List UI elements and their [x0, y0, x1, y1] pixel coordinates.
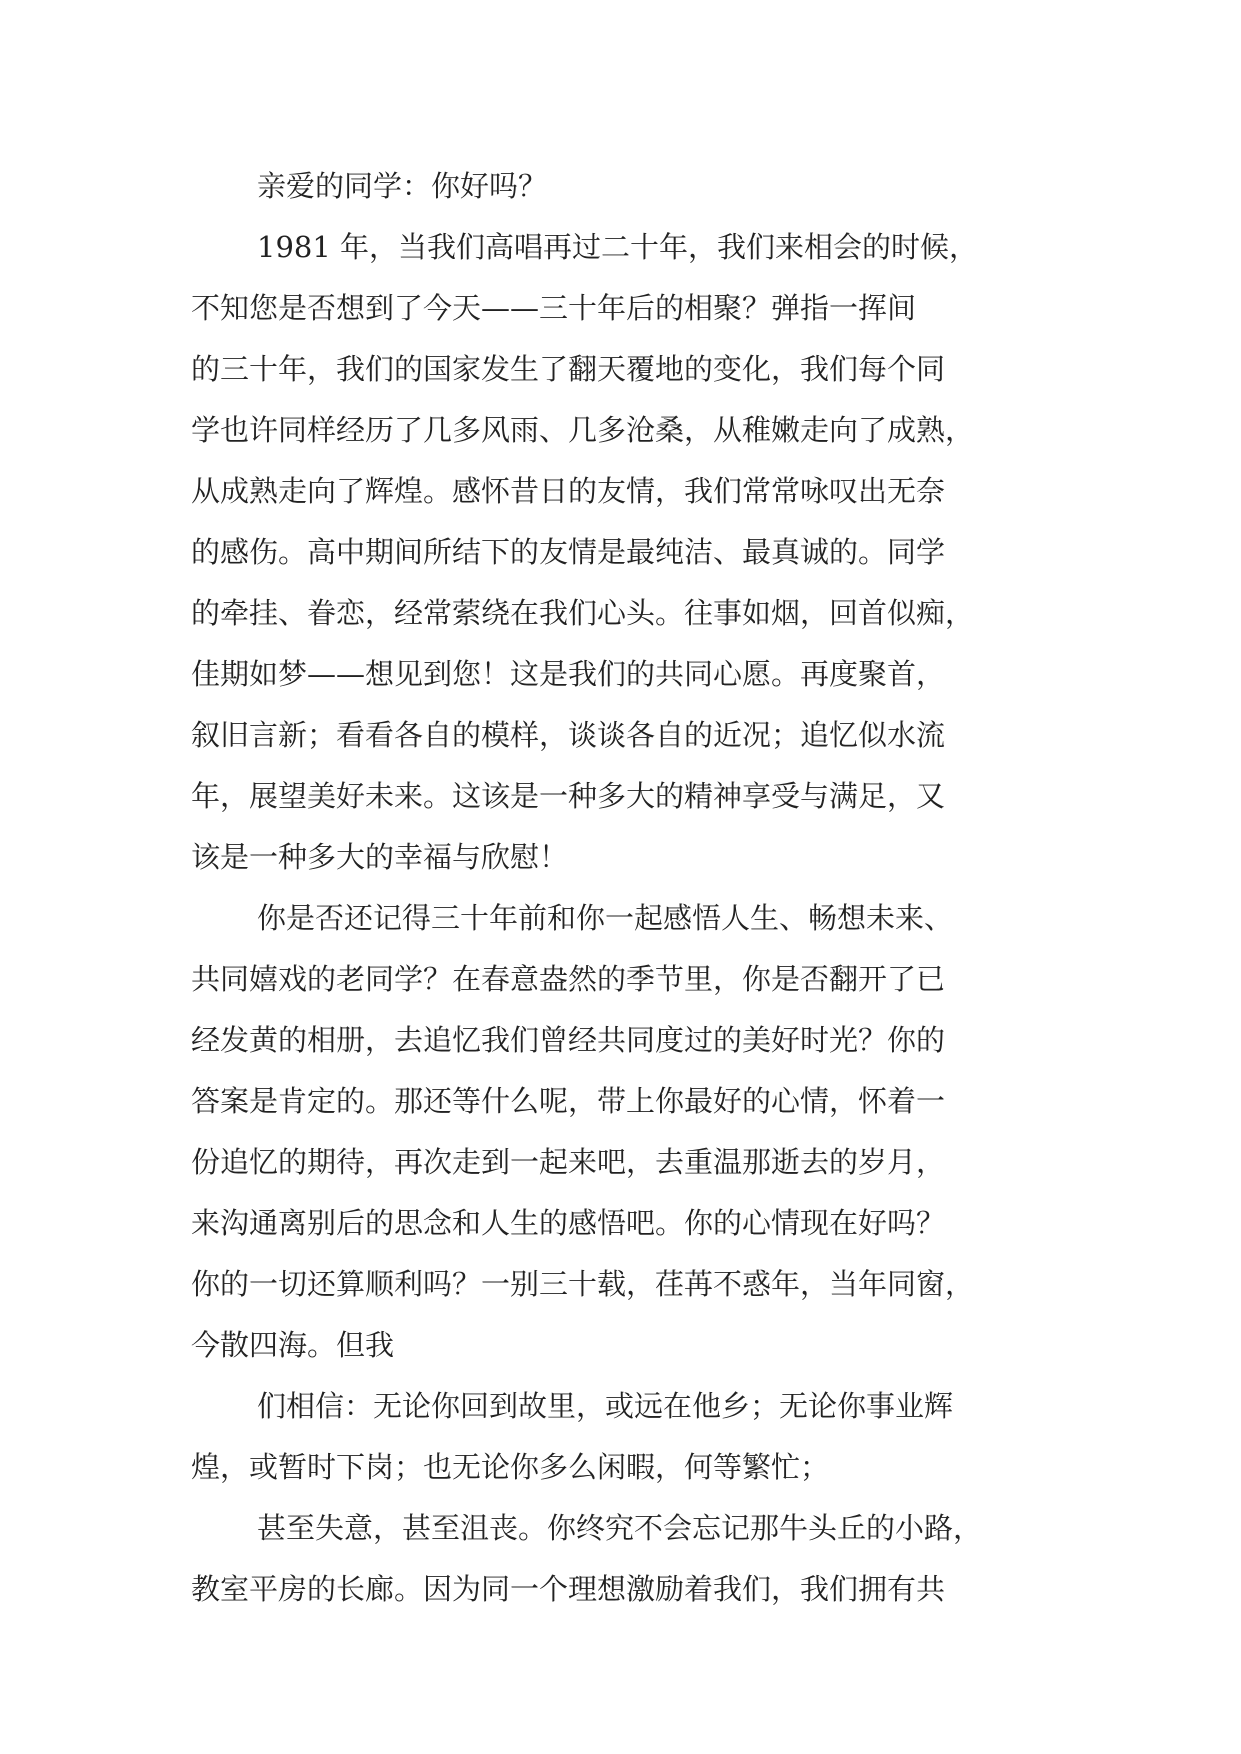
- text-line: 年，展望美好未来。这该是一种多大的精神享受与满足，又: [191, 779, 946, 813]
- text-line: 经发黄的相册，去追忆我们曾经共同度过的美好时光？你的: [191, 1023, 946, 1057]
- text-line: 的感伤。高中期间所结下的友情是最纯洁、最真诚的。同学: [191, 535, 946, 569]
- text-line: 的牵挂、眷恋，经常萦绕在我们心头。往事如烟，回首似痴，: [191, 596, 975, 630]
- text-line: 煌，或暂时下岗；也无论你多么闲暇，何等繁忙；: [191, 1450, 830, 1484]
- text-line: 学也许同样经历了几多风雨、几多沧桑，从稚嫩走向了成熟，: [191, 413, 975, 447]
- text-line: 来沟通离别后的思念和人生的感悟吧。你的心情现在好吗？: [191, 1206, 946, 1240]
- text-line: 共同嬉戏的老同学？在春意盎然的季节里，你是否翻开了已: [191, 962, 946, 996]
- letter-body: [191, 156, 1060, 1620]
- text-line: 的三十年，我们的国家发生了翻天覆地的变化，我们每个同: [191, 352, 946, 386]
- greeting-line: 亲爱的同学：你好吗？: [257, 169, 548, 203]
- text-line: 叙旧言新；看看各自的模样，谈谈各自的近况；追忆似水流: [191, 718, 946, 752]
- text-line: 教室平房的长廊。因为同一个理想激励着我们，我们拥有共: [191, 1572, 946, 1606]
- text-line: 答案是肯定的。那还等什么呢，带上你最好的心情，怀着一: [191, 1084, 946, 1118]
- text-line: 份追忆的期待，再次走到一起来吧，去重温那逝去的岁月，: [191, 1145, 946, 1179]
- text-line: 你的一切还算顺利吗？一别三十载，荏苒不惑年，当年同窗，: [191, 1267, 975, 1301]
- text-line: 佳期如梦——想见到您！这是我们的共同心愿。再度聚首，: [191, 657, 946, 691]
- text-line: 不知您是否想到了今天——三十年后的相聚？弹指一挥间: [191, 291, 917, 325]
- text-line: 从成熟走向了辉煌。感怀昔日的友情，我们常常咏叹出无奈: [191, 474, 946, 508]
- text-line: 今散四海。但我: [191, 1328, 395, 1362]
- text-line: 你是否还记得三十年前和你一起感悟人生、畅想未来、: [257, 901, 954, 935]
- text-line: 甚至失意，甚至沮丧。你终究不会忘记那牛头丘的小路，: [257, 1511, 983, 1545]
- text-line: 1981 年，当我们高唱再过二十年，我们来相会的时候，: [257, 230, 979, 264]
- text-line: 该是一种多大的幸福与欣慰！: [191, 840, 569, 874]
- text-line: 们相信：无论你回到故里，或远在他乡；无论你事业辉: [257, 1389, 954, 1423]
